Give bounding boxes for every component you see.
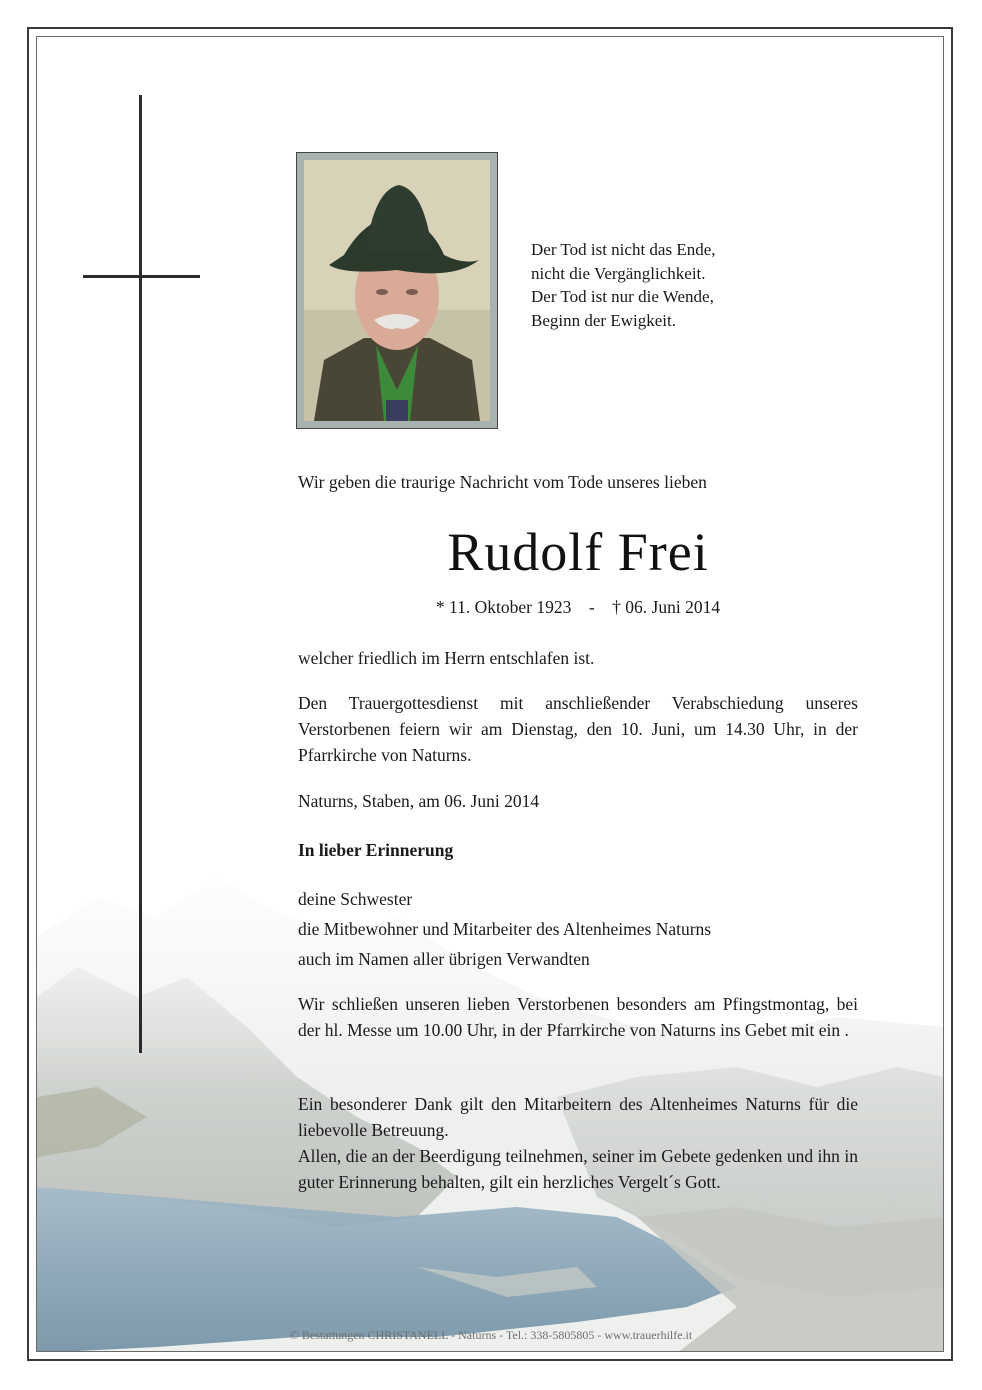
poem-line: nicht die Vergänglichkeit.: [531, 263, 706, 283]
funeral-service-paragraph: Den Trauergottesdienst mit anschließender Verabschiedung unseres Verstorbenen feiern wir am Dienstag, den 10. Juni, um 14.30 Uhr, in der Pfarrkirche von Naturns.: [298, 693, 858, 765]
life-dates: * 11. Oktober 1923 - † 06. Juni 2014: [435, 597, 721, 617]
mourner-line: die Mitbewohner und Mitarbeiter des Altenheimes Naturns: [298, 919, 712, 939]
footer-credit: © Bestattungen CHRISTANELL - Naturns - Tel.: 338-5805805 - www.trauerhilfe.it: [289, 1328, 693, 1342]
poem-line: Beginn der Ewigkeit.: [531, 310, 676, 330]
mourner-line: deine Schwester: [298, 889, 413, 909]
mourners-list: [298, 884, 858, 974]
thanks-paragraph: Ein besonderer Dank gilt den Mitarbeitern des Altenheimes Naturns für die liebevolle Betreuung.: [298, 1094, 858, 1140]
announcement-line: Wir geben die traurige Nachricht vom Tode unseres lieben: [298, 472, 707, 492]
mass-paragraph: Wir schließen unseren lieben Verstorbenen besonders am Pfingstmontag, bei der hl. Messe um 10.00 Uhr, in der Pfarrkirche von Naturns ins Gebet mit ein .: [298, 994, 858, 1040]
memorial-poem: [531, 238, 831, 332]
peace-line: welcher friedlich im Herrn entschlafen ist.: [298, 648, 595, 668]
portrait-photo-frame: [296, 152, 498, 429]
poem-line: Der Tod ist nur die Wende,: [531, 287, 714, 306]
memory-heading: In lieber Erinnerung: [298, 840, 454, 860]
deceased-name: Rudolf Frei: [447, 522, 709, 582]
mourner-line: auch im Namen aller übrigen Verwandten: [298, 949, 590, 969]
portrait-photo: [304, 160, 490, 421]
place-and-date: Naturns, Staben, am 06. Juni 2014: [298, 791, 540, 811]
attendance-thanks-paragraph: Allen, die an der Beerdigung teilnehmen, seiner im Gebete gedenken und ihn in guter Erinnerung behalten, gilt ein herzliches Vergelt´s Gott.: [298, 1146, 858, 1192]
cross-horizontal-beam: [83, 275, 200, 278]
poem-line: Der Tod ist nicht das Ende,: [531, 240, 716, 259]
cross-vertical-beam: [139, 95, 142, 1053]
